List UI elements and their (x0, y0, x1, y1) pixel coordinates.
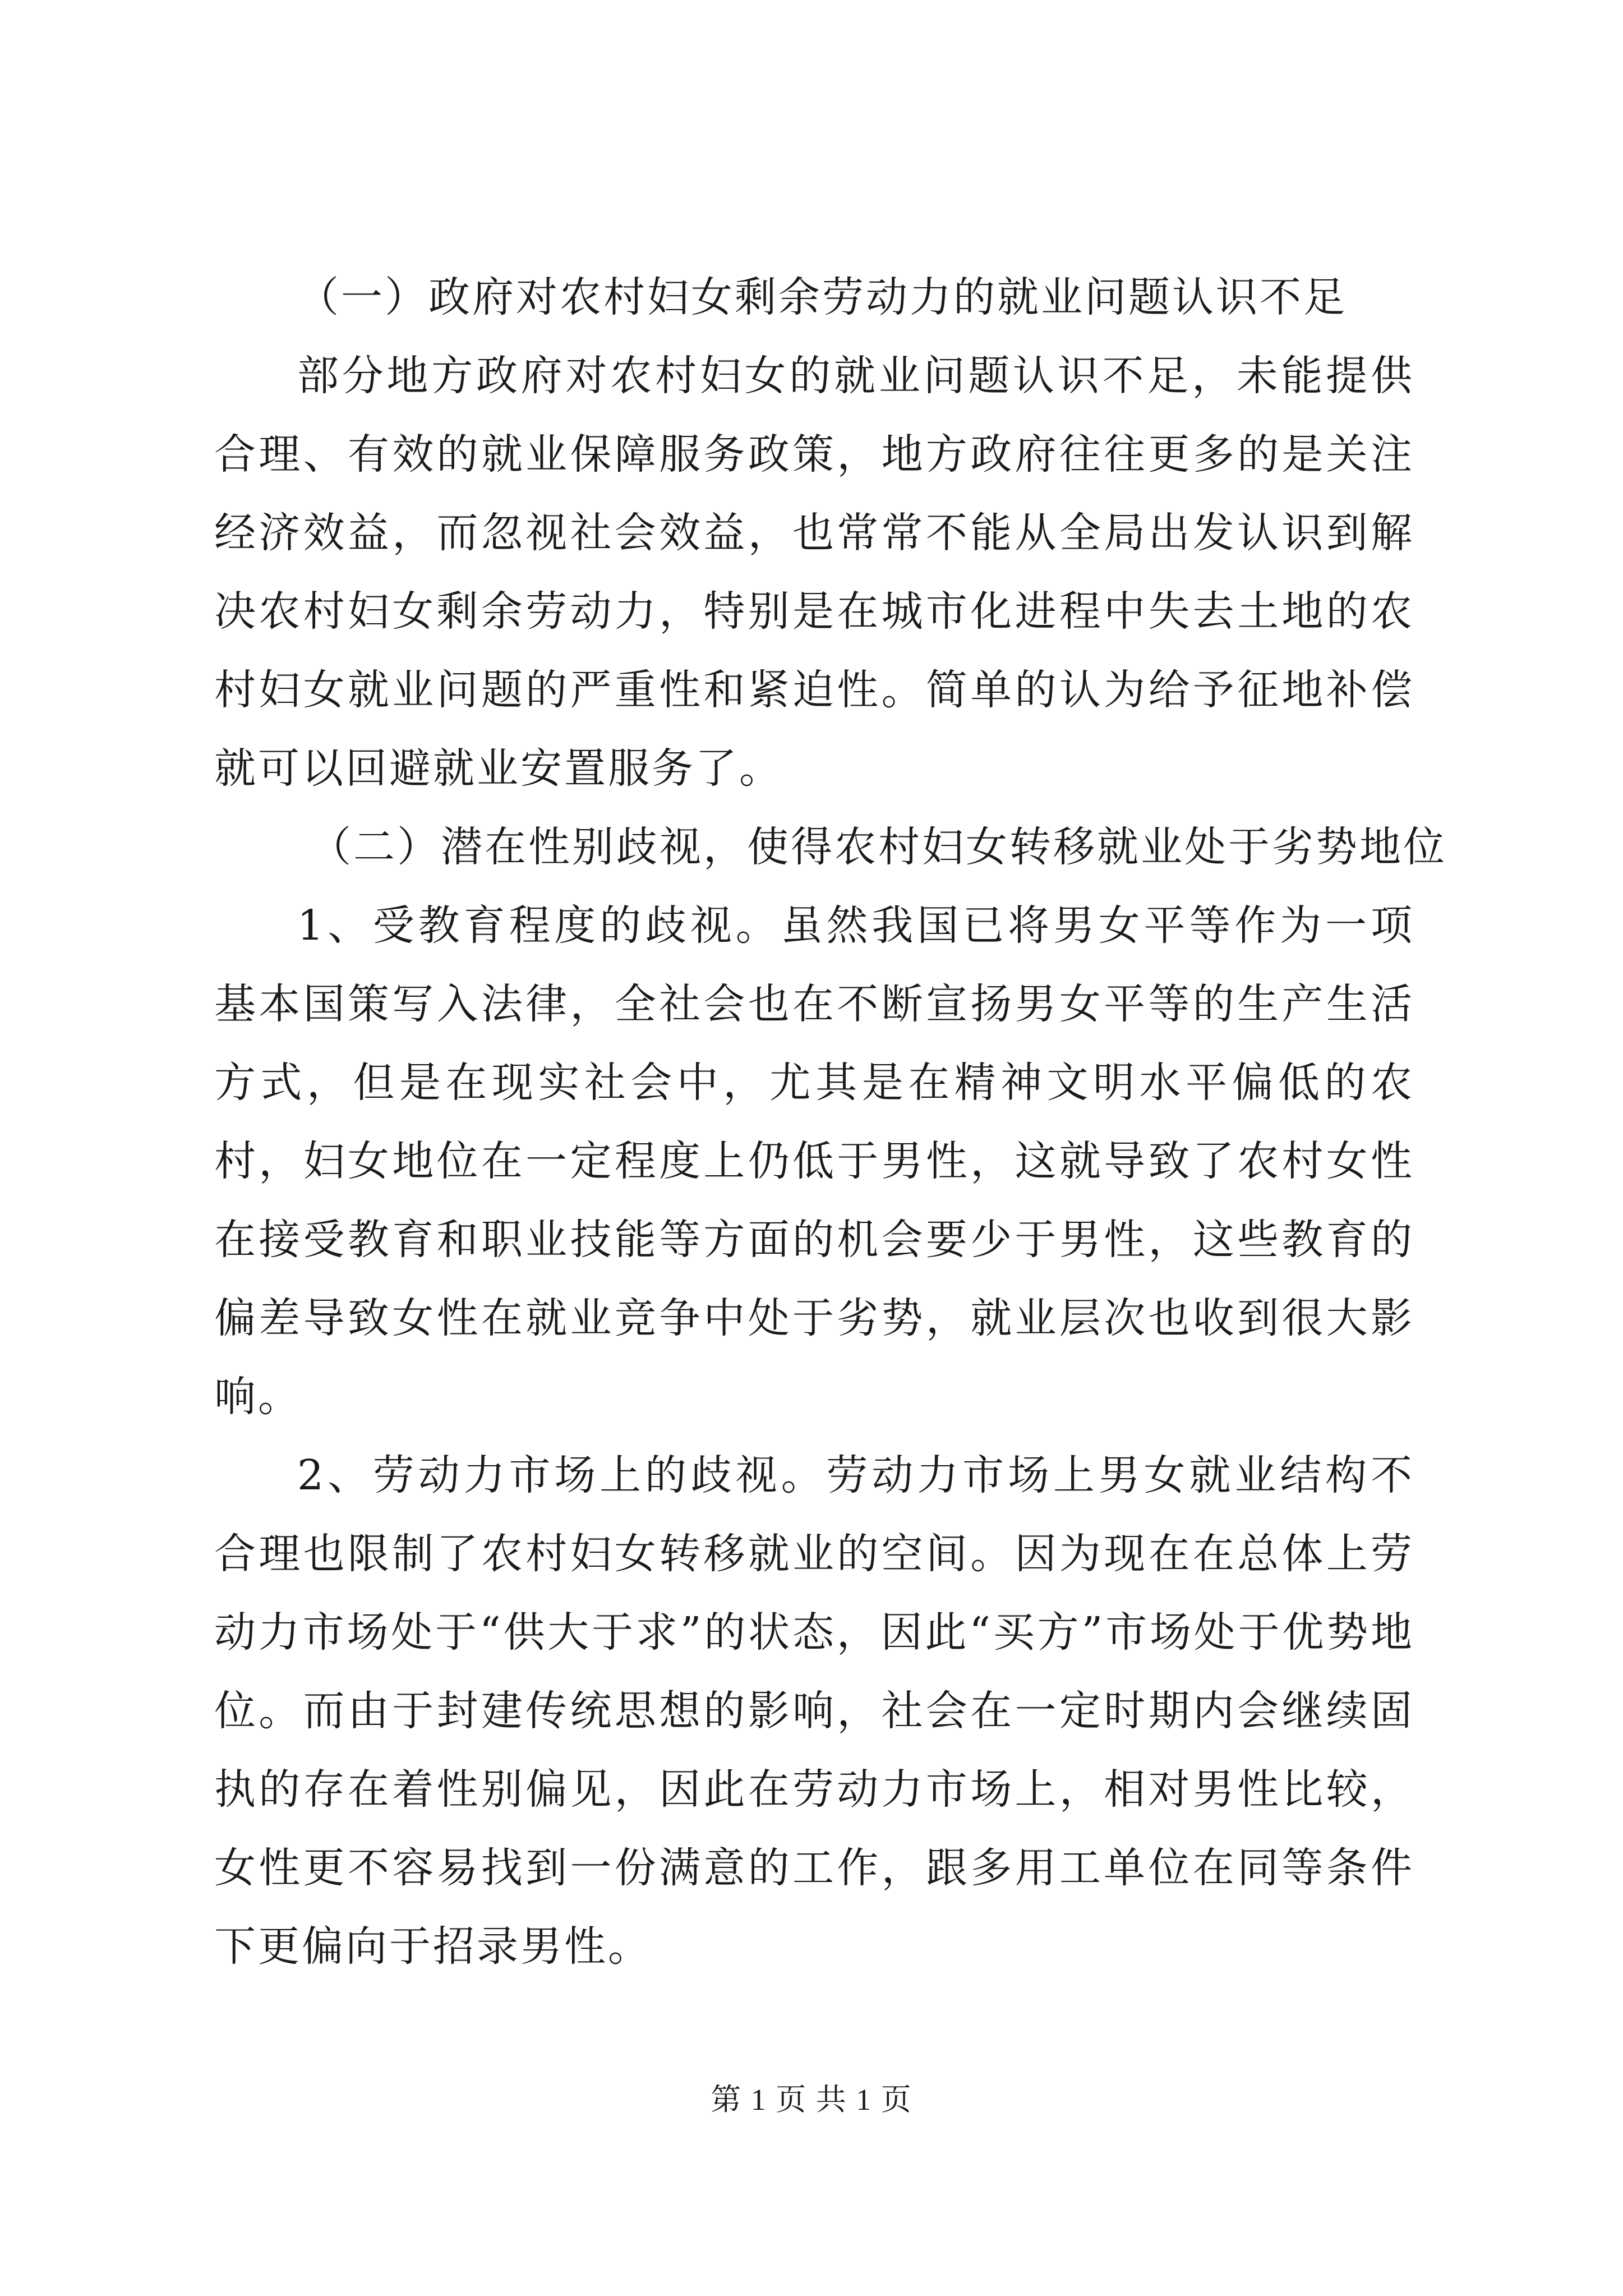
document-body (214, 258, 1447, 1986)
paragraph-2: 1、受教育程度的歧视。虽然我国已将男女平等作为一项基本国策写入法律，全社会也在不断宣扬男女平等的生产生活方式，但是在现实社会中，尤其是在精神文明水平偏低的农村，妇女地位在一定程度上仍低于男性，这就导致了农村女性在接受教育和职业技能等方面的机会要少于男性，这些教育的偏差导致女性在就业竞争中处于劣势，就业层次也收到很大影响。 (214, 901, 1414, 1421)
page-footer (0, 2076, 1623, 2119)
section-heading-1: （一）政府对农村妇女剩余劳动力的就业问题认识不足 (297, 273, 1347, 321)
page-number-label: 第 1 页 共 1 页 (711, 2083, 912, 2116)
paragraph-1: 部分地方政府对农村妇女的就业问题认识不足，未能提供合理、有效的就业保障服务政策，地方政府往往更多的是关注经济效益，而忽视社会效益，也常常不能从全局出发认识到解决农村妇女剩余劳动力，特别是在城市化进程中失去土地的农村妇女就业问题的严重性和紧迫性。简单的认为给予征地补偿就可以回避就业安置服务了。 (214, 352, 1414, 793)
section-heading-2: （二）潜在性别歧视，使得农村妇女转移就业处于劣势地位 (310, 823, 1447, 871)
paragraph-3: 2、劳动力市场上的歧视。劳动力市场上男女就业结构不合理也限制了农村妇女转移就业的空间。因为现在在总体上劳动力市场处于“供大于求”的状态，因此“买方”市场处于优势地位。而由于封建传统思想的影响，社会在一定时期内会继续固执的存在着性别偏见，因此在劳动力市场上，相对男性比较，女性更不容易找到一份满意的工作，跟多用工单位在同等条件下更偏向于招录男性。 (214, 1451, 1414, 1971)
